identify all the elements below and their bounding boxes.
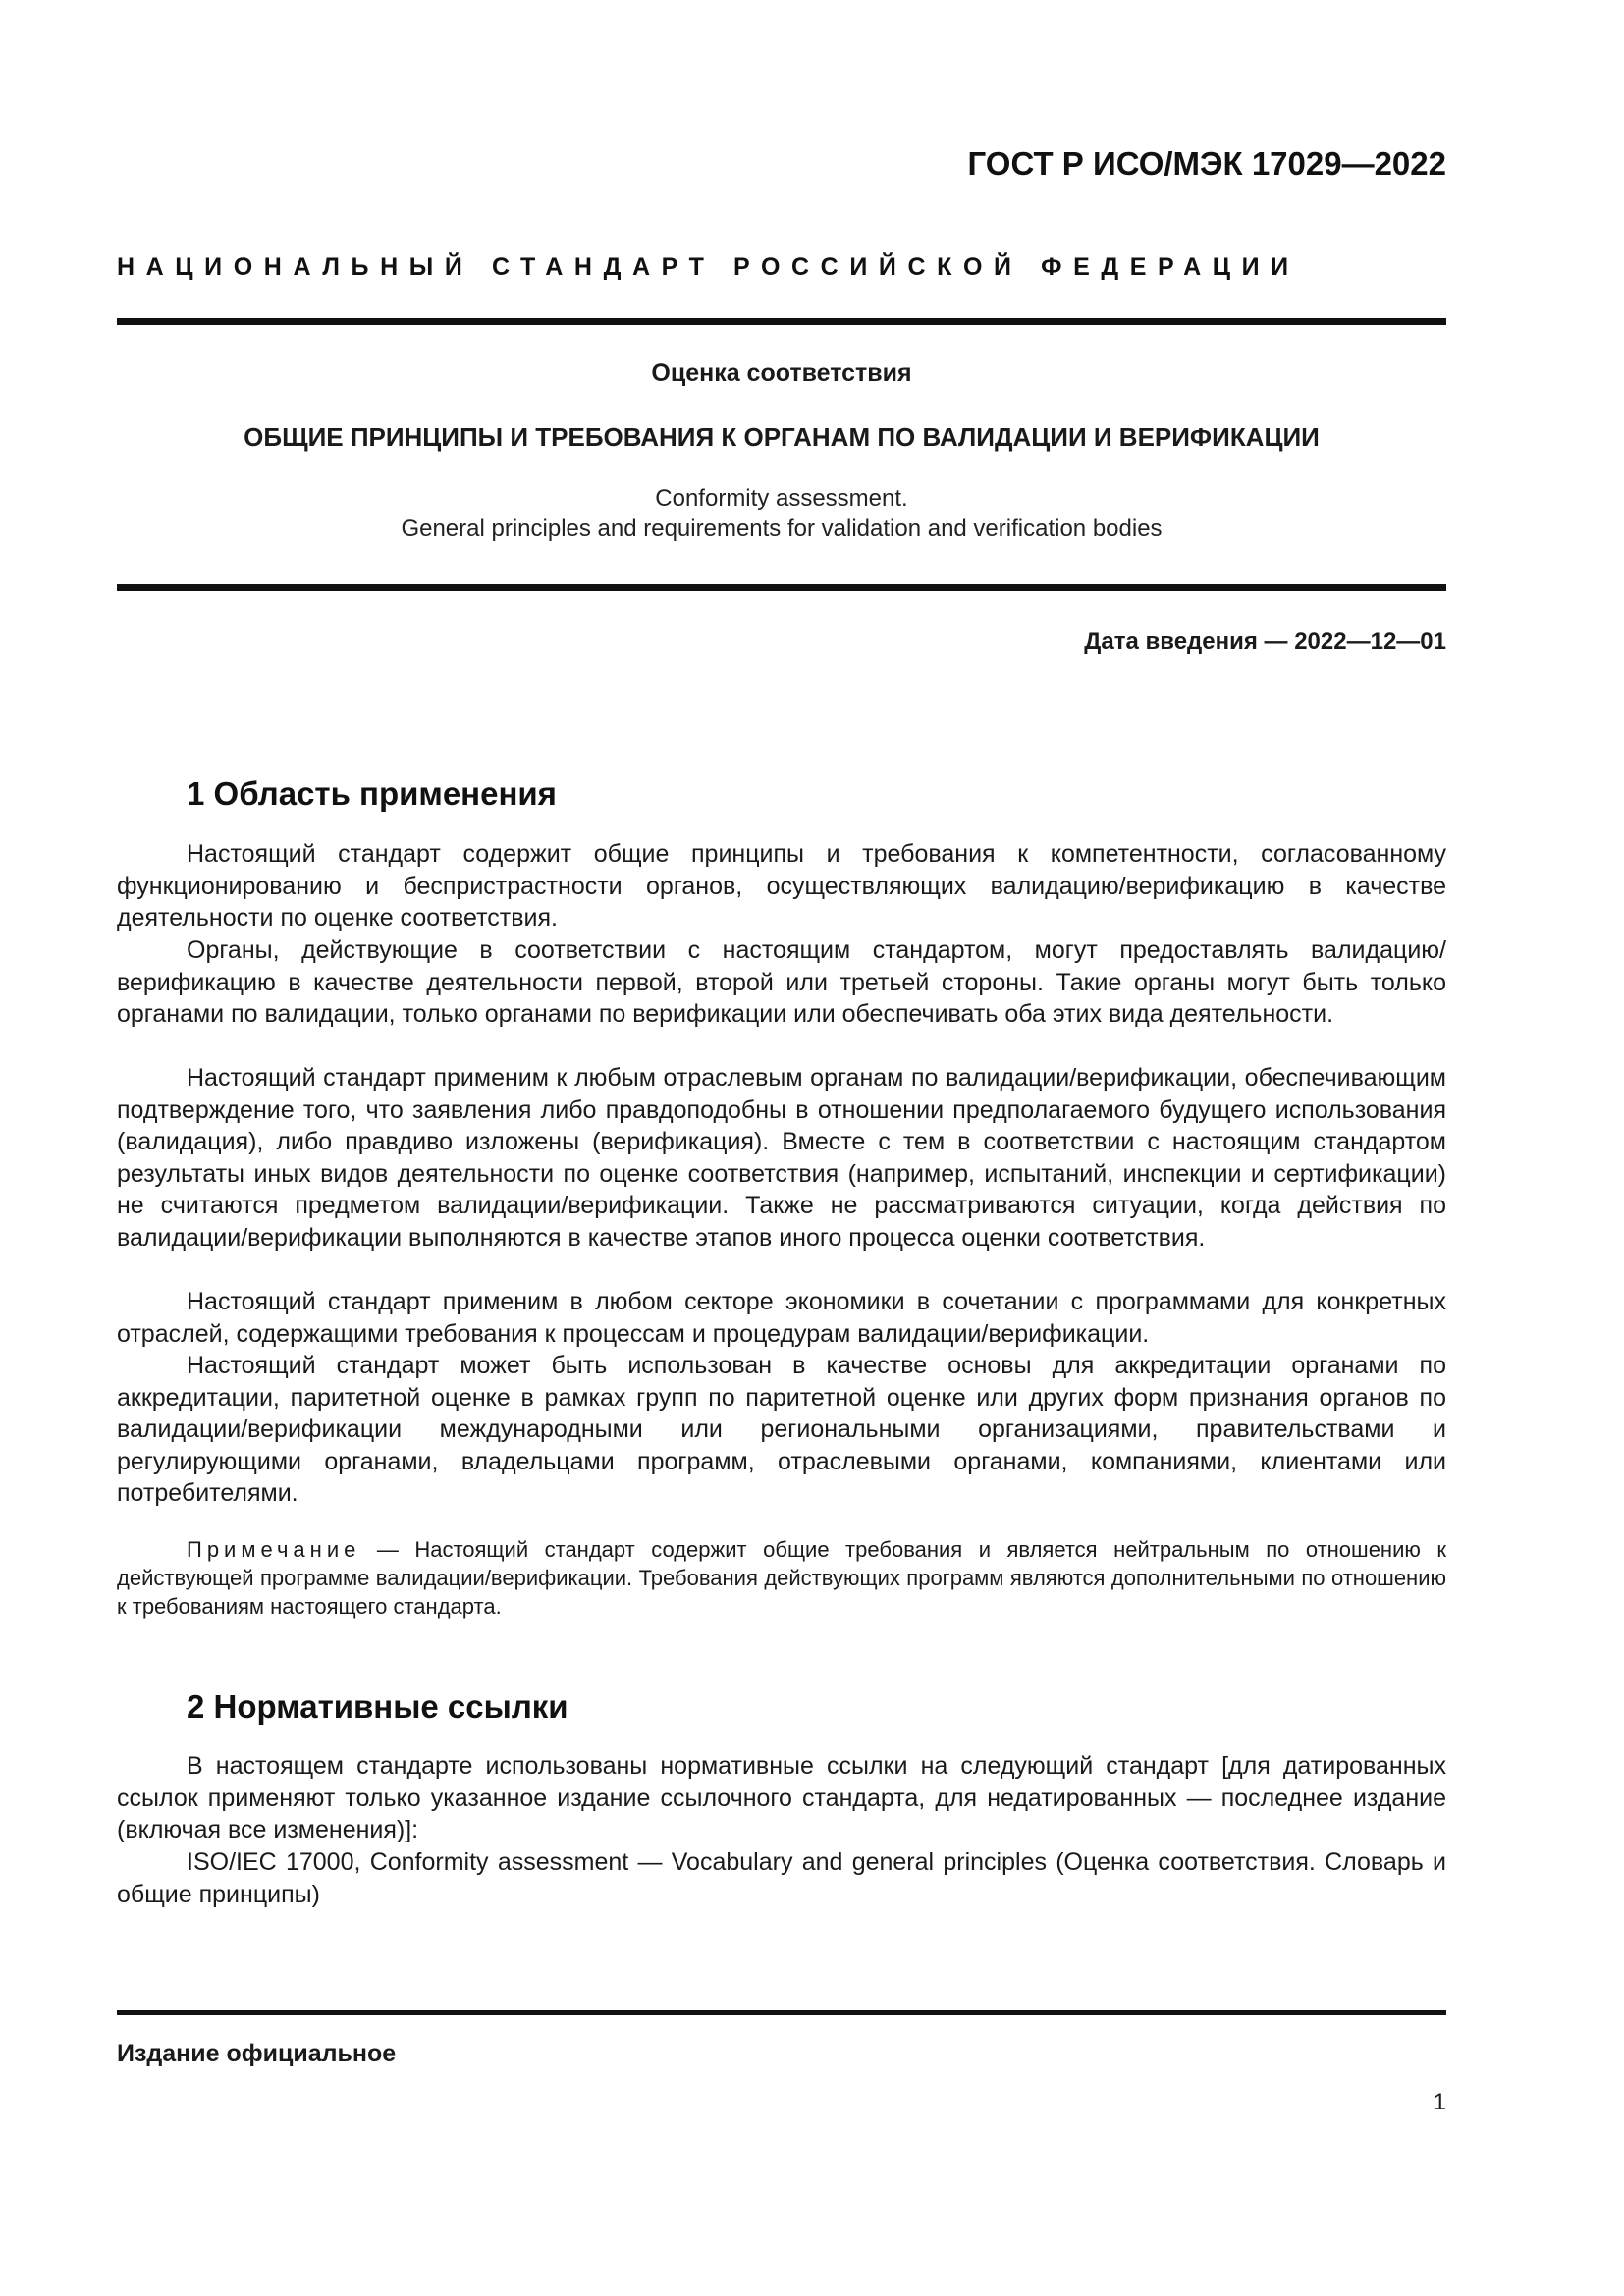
- standard-number: ГОСТ Р ИСО/МЭК 17029—2022: [967, 145, 1446, 182]
- section-1-paragraph: Органы, действующие в соответствии с настоящим стандартом, могут предоставлять валидацию/верификацию в качестве деятельности первой, второй или третьей стороны. Такие органы могут быть только органами по валидации, только органами по верификации или обеспечивать оба этих вида деятельности.: [117, 936, 1446, 1028]
- english-title: [117, 483, 1446, 544]
- section-1-heading: 1 Область применения: [187, 775, 557, 812]
- main-title: ОБЩИЕ ПРИНЦИПЫ И ТРЕБОВАНИЯ К ОРГАНАМ ПО ВАЛИДАЦИИ И ВЕРИФИКАЦИИ: [244, 422, 1320, 452]
- note-text: — Настоящий стандарт содержит общие требования и является нейтральным по отношению к действующей программе валидации/верификации. Требования действующих программ являются дополнительными по отношению к требованиям настоящего стандарта.: [117, 1537, 1446, 1619]
- footer-divider: [117, 2010, 1446, 2015]
- page-number: 1: [1433, 2089, 1446, 2115]
- note-label: Примечание: [187, 1537, 361, 1562]
- top-divider: [117, 318, 1446, 325]
- section-1-paragraph: Настоящий стандарт может быть использован в качестве основы для аккредитации органами по аккредитации, паритетной оценке в рамках групп по паритетной оценке или других форм признания органов по валидации/верификации международными или региональными организациями, правительствами и регулирующими органами, владельцами программ, отраслевыми органами, компаниями, клиентами или потребителями.: [117, 1352, 1446, 1507]
- introduction-date: Дата введения — 2022—12—01: [1084, 628, 1446, 655]
- official-edition-label: Издание официальное: [117, 2040, 397, 2067]
- title-divider: [117, 584, 1446, 591]
- english-title-line1: Conformity assessment.: [655, 485, 908, 511]
- section-1-paragraph: Настоящий стандарт применим в любом секторе экономики в сочетании с программами для конкретных отраслей, содержащими требования к процессам и процедурам валидации/верификации.: [117, 1288, 1446, 1348]
- section-2-reference: ISO/IEC 17000, Conformity assessment — Vocabulary and general principles (Оценка соответствия. Словарь и общие принципы): [117, 1848, 1446, 1908]
- section-2-heading: 2 Нормативные ссылки: [187, 1688, 568, 1725]
- section-1-note: [117, 1535, 1446, 1621]
- national-standard-banner: НАЦИОНАЛЬНЫЙ СТАНДАРТ РОССИЙСКОЙ ФЕДЕРАЦИИ: [117, 253, 1300, 281]
- section-1-paragraph: Настоящий стандарт применим к любым отраслевым органам по валидации/верификации, обеспечивающим подтверждение того, что заявления либо правдоподобны в отношении предполагаемого будущего использования (валидация), либо правдиво изложены (верификация). Вместе с тем в соответствии с настоящим стандартом результаты иных видов деятельности по оценке соответствия (например, испытаний, инспекции и сертификации) не считаются предметом валидации/верификации. Также не рассматриваются ситуации, когда действия по валидации/верификации выполняются в качестве этапов иного процесса оценки соответствия.: [117, 1064, 1446, 1252]
- section-2-paragraph: В настоящем стандарте использованы нормативные ссылки на следующий стандарт [для датированных ссылок применяют только указанное издание ссылочного стандарта, для недатированных — последнее издание (включая все изменения)]:: [117, 1752, 1446, 1843]
- english-title-line2: General principles and requirements for validation and verification bodies: [401, 515, 1163, 542]
- section-1-paragraph: Настоящий стандарт содержит общие принципы и требования к компетентности, согласованному функционированию и беспристрастности органов, осуществляющих валидацию/верификацию в качестве деятельности по оценке соответствия.: [117, 840, 1446, 932]
- title-kicker: Оценка соответствия: [651, 359, 912, 387]
